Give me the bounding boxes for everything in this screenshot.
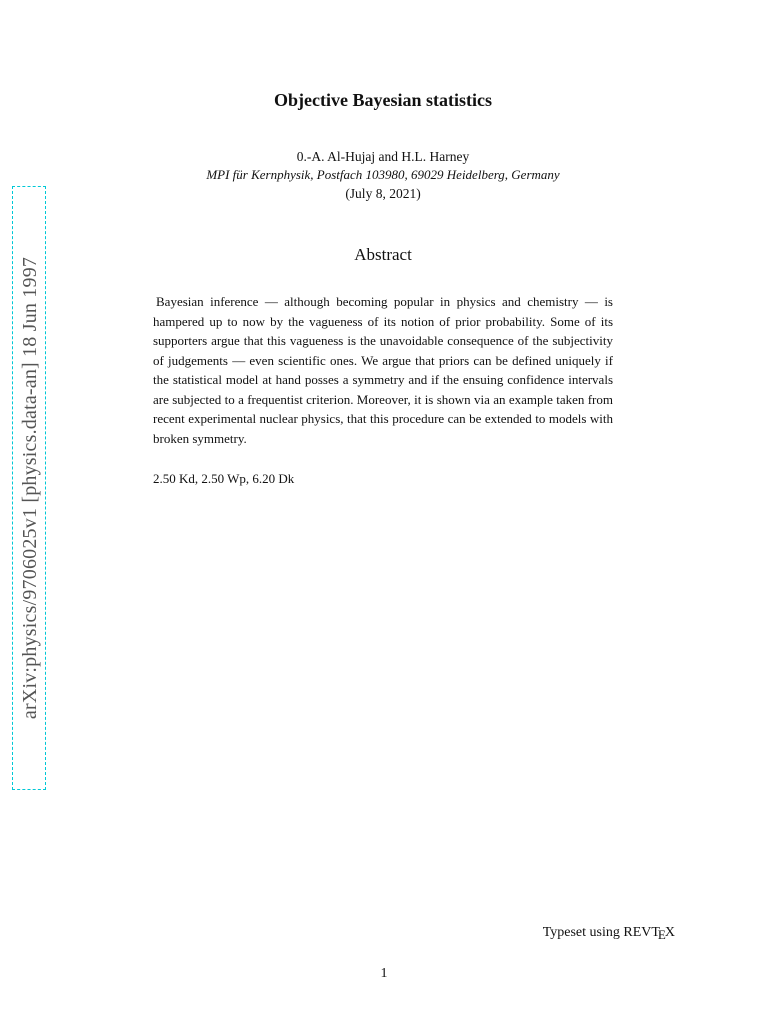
pacs-codes: 2.50 Kd, 2.50 Wp, 6.20 Dk xyxy=(153,471,295,486)
arxiv-identifier[interactable]: arXiv:physics/9706025v1 [physics.data-an] 18 Jun 1997 xyxy=(19,256,41,720)
paper-affiliation: MPI für Kernphysik, Postfach 103980, 69029 Heidelberg, Germany xyxy=(206,167,560,182)
paper-authors: 0.-A. Al-Hujaj and H.L. Harney xyxy=(296,149,470,164)
paper-date: (July 8, 2021) xyxy=(345,186,421,201)
typeset-tex-e: E xyxy=(657,927,666,942)
paper-title: Objective Bayesian statistics xyxy=(274,90,492,110)
abstract-heading: Abstract xyxy=(354,245,412,264)
typeset-note xyxy=(543,922,675,943)
page-number: 1 xyxy=(380,966,388,981)
abstract-text: Bayesian inference — although becoming popular in physics and chemistry — is hampered up to now by the vagueness of its notion of prior probability. Some of its supporters argue that this vagueness is the unavoidable consequence of the subjectivity of judgements — even scientific ones. We argue that priors can be defined uniquely if the statistical model at hand posses a symmetry and if the ensuing confidence intervals are subjected to a frequentist criterion. Moreover, it is shown via an example taken from recent experimental nuclear physics, that this procedure can be extended to models with broken symmetry. xyxy=(153,294,613,446)
typeset-tex-x: X xyxy=(664,925,675,940)
typeset-prefix: Typeset using REVT xyxy=(542,925,660,940)
